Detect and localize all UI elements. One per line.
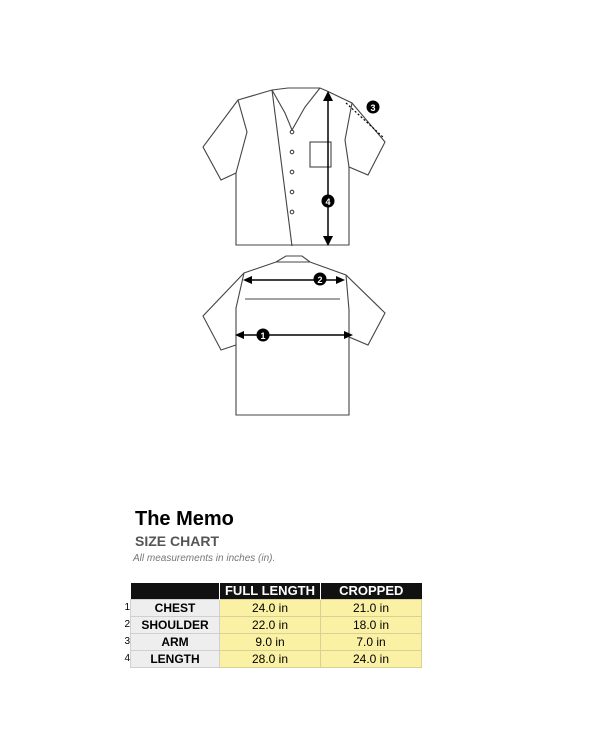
marker-1-label: 1	[260, 331, 266, 341]
size-chart-subtitle: SIZE CHART	[135, 533, 219, 549]
marker-2	[314, 273, 327, 286]
row-index: 2	[118, 617, 131, 634]
row-index: 4	[118, 651, 131, 668]
table-row	[118, 634, 422, 651]
shirt-front-illustration	[203, 88, 385, 246]
marker-4-label: 4	[325, 197, 331, 207]
marker-3-label: 3	[370, 103, 376, 113]
size-table-header-row	[118, 583, 422, 600]
product-title: The Memo	[135, 508, 234, 530]
measurement-name: ARM	[131, 634, 220, 651]
full-length-value: 22.0 in	[220, 617, 321, 634]
table-row	[118, 600, 422, 617]
marker-4	[322, 195, 335, 208]
table-row	[118, 617, 422, 634]
measurement-name: LENGTH	[131, 651, 220, 668]
full-length-value: 28.0 in	[220, 651, 321, 668]
marker-2-label: 2	[317, 275, 323, 285]
cropped-value: 21.0 in	[321, 600, 422, 617]
cropped-value: 24.0 in	[321, 651, 422, 668]
marker-1	[257, 329, 270, 342]
measurement-note: All measurements in inches (in).	[133, 553, 276, 564]
full-length-value: 9.0 in	[220, 634, 321, 651]
header-measurement-blank	[131, 583, 220, 600]
cropped-value: 18.0 in	[321, 617, 422, 634]
table-row	[118, 651, 422, 668]
row-index: 3	[118, 634, 131, 651]
header-index-blank	[118, 583, 131, 600]
cropped-value: 7.0 in	[321, 634, 422, 651]
size-table	[118, 583, 422, 668]
marker-3	[367, 101, 380, 114]
row-index: 1	[118, 600, 131, 617]
full-length-value: 24.0 in	[220, 600, 321, 617]
measurement-name: CHEST	[131, 600, 220, 617]
header-cropped: CROPPED	[321, 583, 422, 600]
measurement-name: SHOULDER	[131, 617, 220, 634]
header-full-length: FULL LENGTH	[220, 583, 321, 600]
